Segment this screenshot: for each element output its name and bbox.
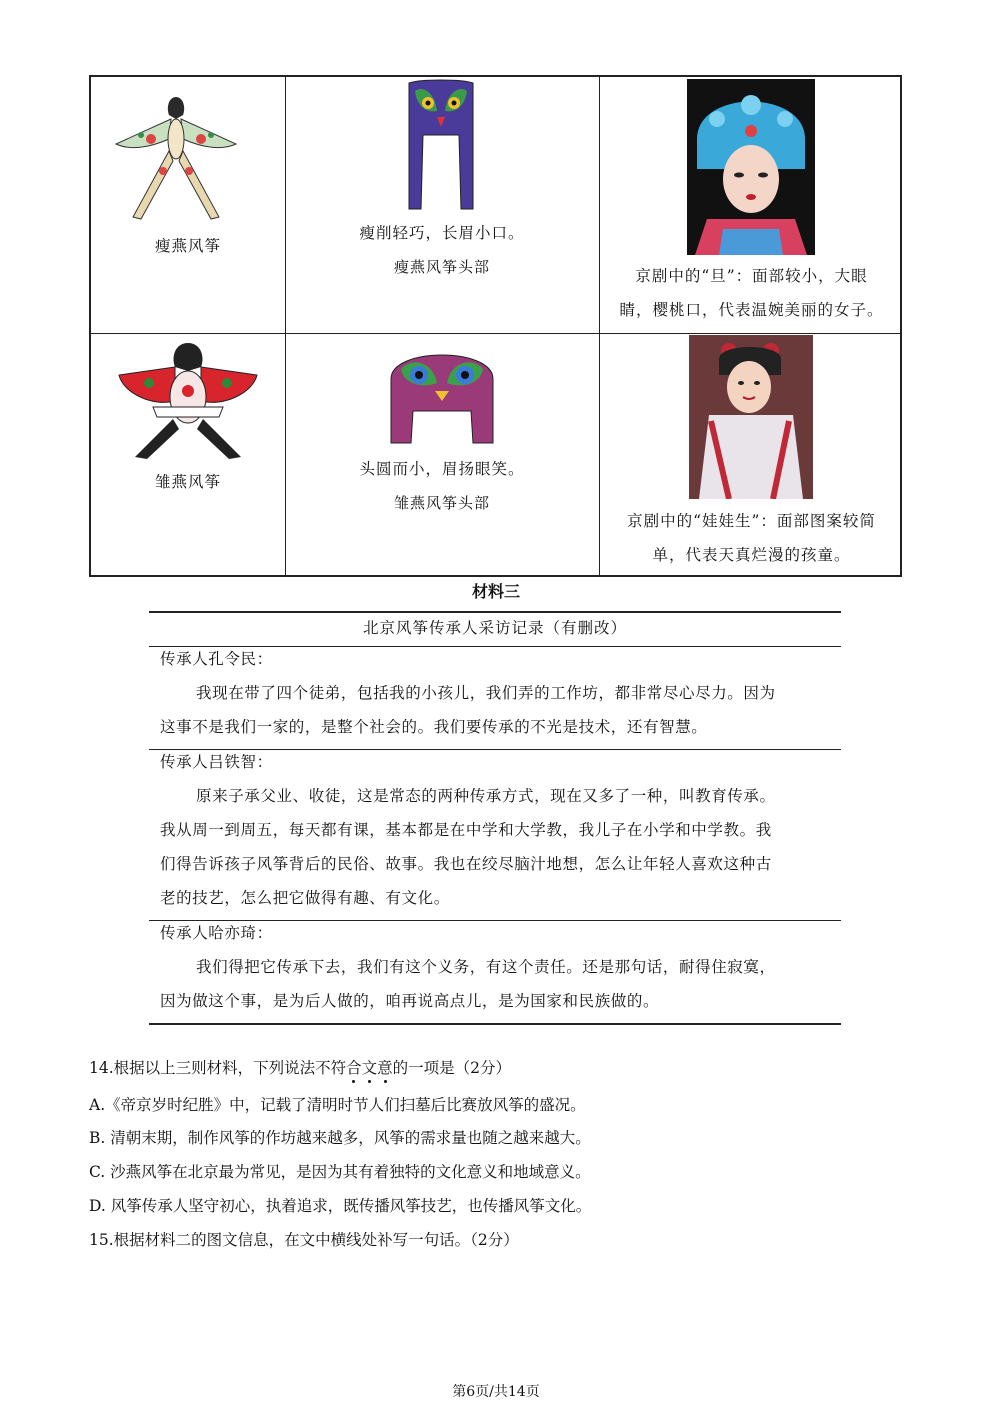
- emphasis-dot: [384, 1080, 387, 1083]
- kite-comparison-table: [89, 75, 902, 577]
- chubby-swallow-kite-image: [113, 337, 263, 461]
- thin-swallow-head-image: [401, 77, 481, 213]
- opera-description-line: 京剧中的“旦”：面部较小，大眼: [635, 267, 868, 285]
- opera-description-line: 京剧中的“娃娃生”：面部图案较简: [627, 512, 876, 530]
- dan-opera-mask-image: [687, 79, 815, 255]
- question-15: 15.根据材料二的图文信息，在文中横线处补写一句话。（2分）: [89, 1231, 519, 1249]
- interview-line: 老的技艺，怎么把它做得有趣、有文化。: [160, 889, 450, 907]
- section-heading: 材料三: [471, 584, 520, 601]
- head-description: 瘦削轻巧，长眉小口。: [359, 224, 525, 242]
- emphasis-dot: [368, 1080, 371, 1083]
- head-label: 瘦燕风筝头部: [393, 258, 490, 276]
- interview-line: 因为做这个事，是为后人做的，咱再说高点儿，是为国家和民族做的。: [160, 992, 660, 1010]
- option-b: B. 清朝末期，制作风筝的作坊越来越多，风筝的需求量也随之越来越大。: [89, 1129, 591, 1147]
- question-14: 14.根据以上三则材料，下列说法不符合文意的一项是（2分）: [89, 1059, 512, 1077]
- speaker-name: 传承人孔令民：: [160, 650, 273, 668]
- interview-line: 我们得把它传承下去，我们有这个义务，有这个责任。还是那句话，耐得住寂寞，: [196, 958, 776, 976]
- kite-label: 瘦燕风筝: [154, 237, 221, 255]
- speaker-name: 传承人吕铁智：: [160, 753, 273, 771]
- thin-swallow-kite-image: [111, 89, 241, 229]
- option-a: A.《帝京岁时纪胜》中，记载了清明时节人们扫墓后比赛放风筝的盛况。: [89, 1096, 586, 1114]
- interview-line: 这事不是我们一家的，是整个社会的。我们要传承的不光是技术，还有智慧。: [160, 718, 708, 736]
- interview-line: 我从周一到周五，每天都有课，基本都是在中学和大学教，我儿子在小学和中学教。我: [160, 821, 772, 839]
- option-d: D. 风筝传承人坚守初心，执着追求，既传播风筝技艺，也传播风筝文化。: [89, 1197, 592, 1215]
- chubby-swallow-head-image: [381, 339, 503, 447]
- option-c: C. 沙燕风筝在北京最为常见，是因为其有着独特的文化意义和地域意义。: [89, 1163, 591, 1181]
- child-role-opera-image: [689, 335, 813, 499]
- table-divider: [91, 333, 900, 334]
- table-rule: [149, 1023, 841, 1025]
- interview-line: 们得告诉孩子风筝背后的民俗、故事。我也在绞尽脑汁地想，怎么让年轻人喜欢这种古: [160, 855, 772, 873]
- interview-line: 原来子承父业、收徒，这是常态的两种传承方式，现在又多了一种，叫教育传承。: [196, 787, 776, 805]
- head-label: 雏燕风筝头部: [393, 494, 490, 512]
- emphasis-dot: [352, 1080, 355, 1083]
- opera-description-line: 单，代表天真烂漫的孩童。: [652, 546, 851, 564]
- head-description: 头圆而小，眉扬眼笑。: [359, 460, 525, 478]
- interview-table-title: 北京风筝传承人采访记录（有删改）: [362, 619, 627, 637]
- opera-description-line: 睛，樱桃口，代表温婉美丽的女子。: [619, 301, 884, 319]
- kite-label: 雏燕风筝: [154, 473, 221, 491]
- page-number: 第6页/共14页: [452, 1384, 540, 1400]
- speaker-name: 传承人哈亦琦：: [160, 924, 273, 942]
- interview-line: 我现在带了四个徒弟，包括我的小孩儿，我们弄的工作坊，都非常尽心尽力。因为: [196, 684, 776, 702]
